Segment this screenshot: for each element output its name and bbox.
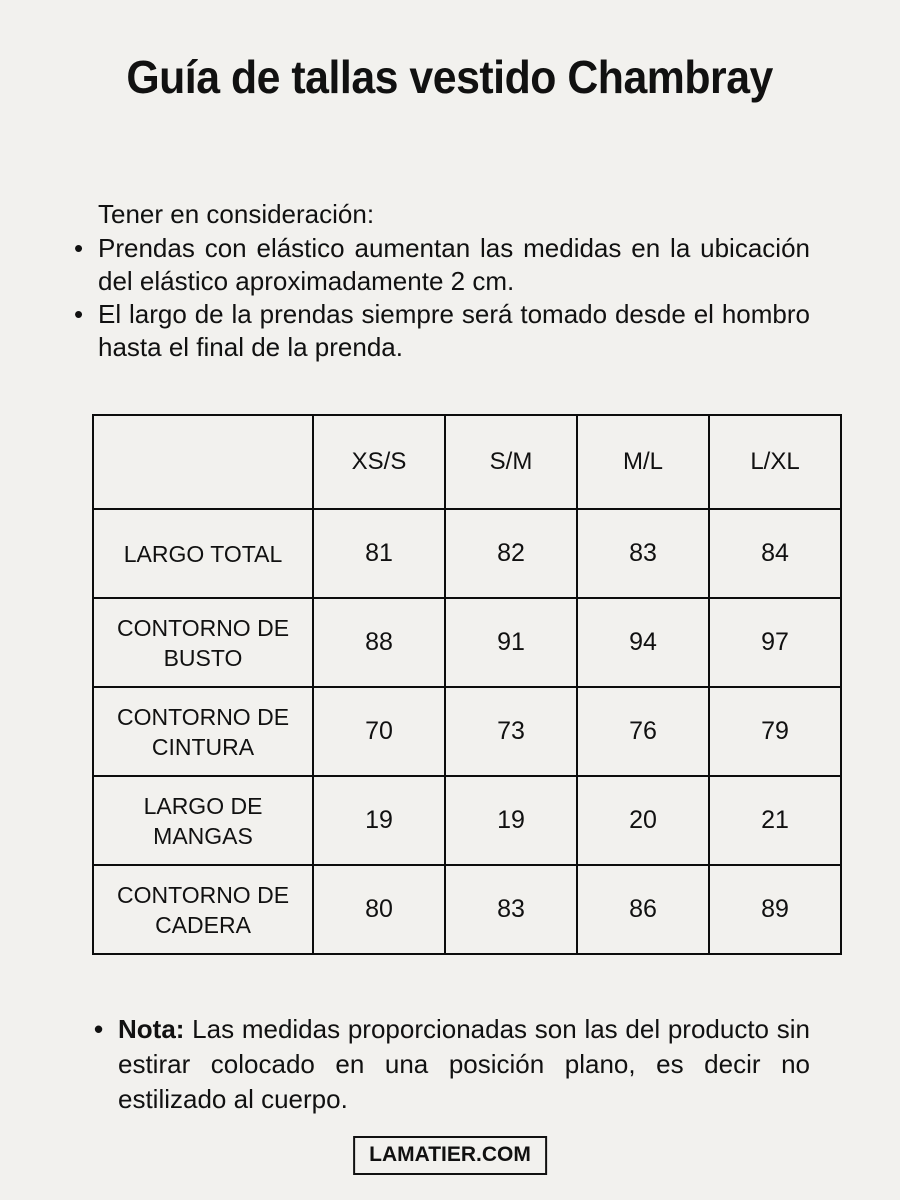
table-row-contorno-busto <box>93 598 841 687</box>
cell-mangas-xss: 19 <box>313 776 445 865</box>
page-title <box>0 50 900 105</box>
cell-busto-ml: 94 <box>577 598 709 687</box>
table-row-contorno-cintura <box>93 687 841 776</box>
consideration-item-length: • El largo de la prendas siempre será tomado desde el hombro hasta el final de la prenda. <box>72 298 810 364</box>
cell-busto-xss: 88 <box>313 598 445 687</box>
note-text: Las medidas proporcionadas son las del producto sin estirar colocado en una posición plano, es decir no estilizado al cuerpo. <box>118 1014 810 1114</box>
row-label-largo-mangas: LARGO DE MANGAS <box>93 776 313 865</box>
table-row-contorno-cadera <box>93 865 841 954</box>
cell-cintura-xss: 70 <box>313 687 445 776</box>
size-column-header-lxl: L/XL <box>709 415 841 509</box>
cell-cadera-lxl: 89 <box>709 865 841 954</box>
cell-cintura-lxl: 79 <box>709 687 841 776</box>
footer-brand-text: LAMATIER.COM <box>369 1143 531 1166</box>
consideration-item-elastic: • Prendas con elástico aumentan las medidas en la ubicación del elástico aproximadamente 2 cm. <box>72 232 810 298</box>
cell-mangas-lxl: 21 <box>709 776 841 865</box>
size-table-corner-cell <box>93 415 313 509</box>
cell-largo-total-sm: 82 <box>445 509 577 598</box>
cell-largo-total-lxl: 84 <box>709 509 841 598</box>
cell-largo-total-xss: 81 <box>313 509 445 598</box>
cell-cadera-xss: 80 <box>313 865 445 954</box>
considerations-heading: Tener en consideración: <box>98 199 375 229</box>
size-column-header-sm: S/M <box>445 415 577 509</box>
cell-mangas-sm: 19 <box>445 776 577 865</box>
considerations-section <box>72 198 810 364</box>
note-label: Nota: <box>118 1014 185 1044</box>
cell-mangas-ml: 20 <box>577 776 709 865</box>
table-row-largo-total <box>93 509 841 598</box>
note-section <box>94 1012 810 1117</box>
footer-brand-box <box>353 1136 547 1175</box>
size-column-header-ml: M/L <box>577 415 709 509</box>
cell-busto-lxl: 97 <box>709 598 841 687</box>
note-paragraph <box>94 1012 810 1117</box>
cell-cintura-ml: 76 <box>577 687 709 776</box>
row-label-contorno-busto: CONTORNO DE BUSTO <box>93 598 313 687</box>
cell-cadera-ml: 86 <box>577 865 709 954</box>
page-title-text: Guía de tallas vestido Chambray <box>126 51 774 103</box>
row-label-contorno-cintura: CONTORNO DE CINTURA <box>93 687 313 776</box>
row-label-largo-total: LARGO TOTAL <box>93 509 313 598</box>
table-row-largo-mangas <box>93 776 841 865</box>
cell-cadera-sm: 83 <box>445 865 577 954</box>
cell-largo-total-ml: 83 <box>577 509 709 598</box>
size-table <box>92 414 842 955</box>
considerations-list <box>72 232 810 364</box>
cell-busto-sm: 91 <box>445 598 577 687</box>
cell-cintura-sm: 73 <box>445 687 577 776</box>
row-label-contorno-cadera: CONTORNO DE CADERA <box>93 865 313 954</box>
size-column-header-xss: XS/S <box>313 415 445 509</box>
size-table-header-row <box>93 415 841 509</box>
